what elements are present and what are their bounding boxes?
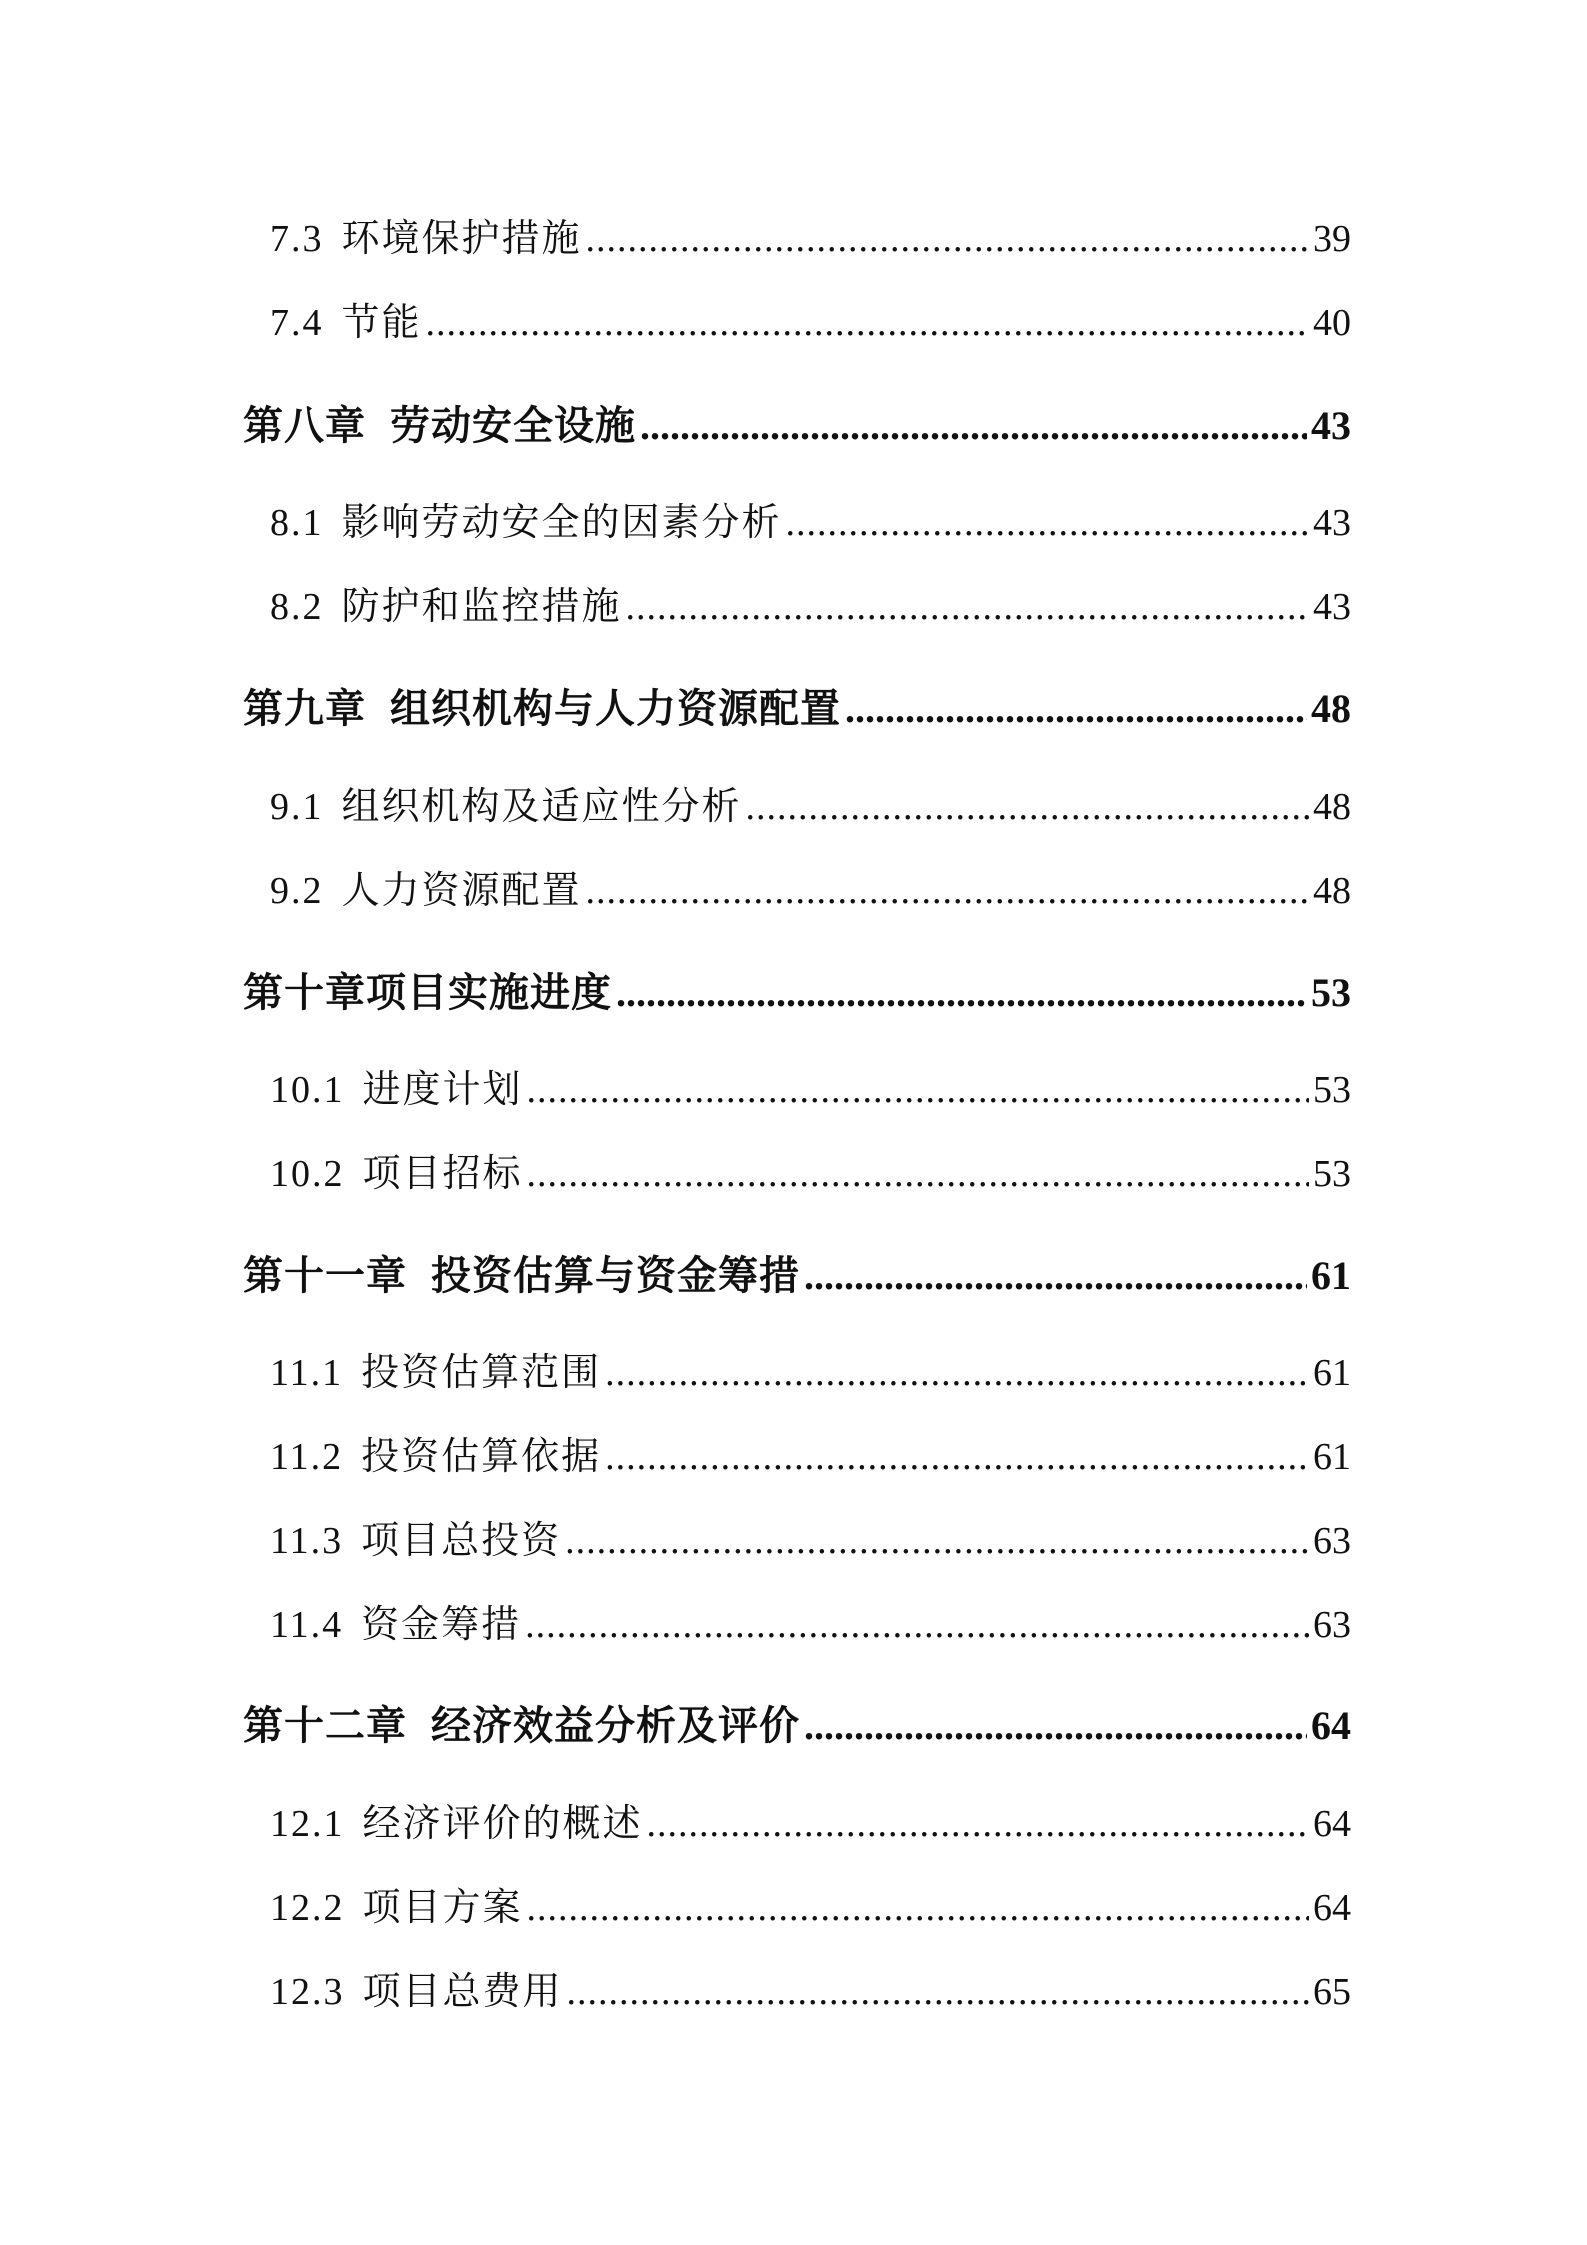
toc-chapter-9[interactable] [243, 677, 1351, 734]
dot-leader [616, 969, 1307, 1016]
toc-chapter-page: 53 [1311, 970, 1351, 1015]
toc-entry-title: 项目招标 [362, 1153, 523, 1195]
toc-entry-page: 40 [1313, 302, 1351, 344]
toc-entry-number: 12.1 [270, 1803, 345, 1845]
toc-entry-title: 项目总投资 [361, 1520, 562, 1562]
toc-entry-9-1[interactable] [270, 775, 1351, 830]
toc-entry-title: 防护和监控措施 [341, 586, 622, 628]
dot-leader [426, 301, 1309, 345]
toc-entry-page: 65 [1313, 1971, 1351, 2013]
toc-chapter-8[interactable] [243, 394, 1351, 451]
toc-entry-page: 43 [1313, 502, 1351, 544]
toc-entry-page: 61 [1313, 1352, 1351, 1394]
toc-entry-11-1[interactable] [270, 1341, 1351, 1396]
toc-chapter-title: 劳动安全设施 [390, 403, 636, 448]
toc-chapter-12[interactable] [243, 1694, 1351, 1751]
toc-entry-11-3[interactable] [270, 1509, 1351, 1564]
toc-entry-title: 环境保护措施 [341, 218, 582, 260]
toc-entry-number: 11.2 [270, 1436, 344, 1478]
toc-entry-10-2[interactable] [270, 1142, 1351, 1197]
toc-entry-page: 63 [1313, 1604, 1351, 1646]
toc-entry-12-2[interactable] [270, 1876, 1351, 1931]
toc-entry-11-4[interactable] [270, 1593, 1351, 1648]
toc-entry-title: 经济评价的概述 [362, 1803, 643, 1845]
toc-entry-number: 12.2 [270, 1887, 345, 1929]
dot-leader [804, 1702, 1307, 1749]
toc-entry-number: 11.3 [270, 1520, 344, 1562]
toc-chapter-title: 投资估算与资金筹措 [431, 1253, 800, 1298]
toc-entry-number: 11.1 [270, 1352, 344, 1394]
toc-entry-8-2[interactable] [270, 575, 1351, 630]
toc-entry-page: 53 [1313, 1069, 1351, 1111]
toc-chapter-page: 48 [1311, 686, 1351, 731]
dot-leader [605, 1435, 1309, 1479]
toc-entry-page: 43 [1313, 586, 1351, 628]
toc-entry-title: 项目总费用 [362, 1971, 563, 2013]
toc-entry-page: 48 [1313, 870, 1351, 912]
toc-entry-page: 53 [1313, 1153, 1351, 1195]
toc-entry-title: 进度计划 [362, 1069, 523, 1111]
toc-entry-title: 投资估算依据 [361, 1436, 602, 1478]
dot-leader [640, 402, 1307, 449]
toc-entry-page: 61 [1313, 1436, 1351, 1478]
toc-entry-10-1[interactable] [270, 1058, 1351, 1113]
toc-entry-title: 节能 [341, 302, 422, 344]
dot-leader [567, 1970, 1309, 2014]
toc-chapter-title: 经济效益分析及评价 [431, 1703, 800, 1748]
dot-leader [525, 1603, 1309, 1647]
dot-leader [647, 1802, 1309, 1846]
toc-entry-page: 64 [1313, 1803, 1351, 1845]
toc-chapter-number: 第八章 [243, 403, 366, 448]
toc-chapter-page: 64 [1311, 1703, 1351, 1748]
dot-leader [565, 1519, 1309, 1563]
dot-leader [605, 1351, 1309, 1395]
toc-entry-page: 64 [1313, 1887, 1351, 1929]
toc-entry-8-1[interactable] [270, 491, 1351, 546]
dot-leader [804, 1252, 1307, 1299]
toc-entry-11-2[interactable] [270, 1425, 1351, 1480]
toc-entry-number: 11.4 [270, 1604, 344, 1646]
toc-entry-title: 投资估算范围 [361, 1352, 602, 1394]
toc-entry-page: 63 [1313, 1520, 1351, 1562]
toc-entry-12-3[interactable] [270, 1960, 1351, 2015]
toc-chapter-title: 组织机构与人力资源配置 [390, 686, 841, 731]
toc-entry-number: 10.2 [270, 1153, 345, 1195]
dot-leader [845, 685, 1307, 732]
dot-leader [626, 585, 1309, 629]
toc-entry-number: 10.1 [270, 1069, 345, 1111]
toc-entry-page: 48 [1313, 786, 1351, 828]
toc-entry-number: 9.2 [270, 870, 324, 912]
toc-entry-title: 影响劳动安全的因素分析 [341, 502, 782, 544]
toc-chapter-number: 第十二章 [243, 1703, 407, 1748]
toc-chapter-page: 61 [1311, 1253, 1351, 1298]
toc-entry-title: 项目方案 [362, 1887, 523, 1929]
toc-entry-title: 人力资源配置 [341, 870, 582, 912]
dot-leader [527, 1152, 1309, 1196]
toc-chapter-number: 第十一章 [243, 1253, 407, 1298]
toc-entry-number: 9.1 [270, 786, 324, 828]
toc-entry-title: 组织机构及适应性分析 [341, 786, 742, 828]
toc-entry-number: 7.3 [270, 218, 324, 260]
toc-entry-7-3[interactable] [270, 207, 1351, 262]
toc-entry-7-4[interactable] [270, 291, 1351, 346]
toc-entry-title: 资金筹措 [361, 1604, 522, 1646]
dot-leader [586, 869, 1309, 913]
toc-chapter-11[interactable] [243, 1244, 1351, 1301]
dot-leader [746, 785, 1309, 829]
dot-leader [786, 501, 1309, 545]
toc-chapter-title: 第十章项目实施进度 [243, 970, 612, 1015]
toc-entry-number: 8.2 [270, 586, 324, 628]
dot-leader [586, 217, 1309, 261]
toc-entry-number: 12.3 [270, 1971, 345, 2013]
toc-chapter-10[interactable] [243, 961, 1351, 1018]
dot-leader [527, 1886, 1309, 1930]
toc-chapter-number: 第九章 [243, 686, 366, 731]
toc-entry-12-1[interactable] [270, 1792, 1351, 1847]
toc-entry-number: 8.1 [270, 502, 324, 544]
dot-leader [527, 1068, 1309, 1112]
toc-entry-page: 39 [1313, 218, 1351, 260]
toc-entry-number: 7.4 [270, 302, 324, 344]
toc-chapter-page: 43 [1311, 403, 1351, 448]
toc-entry-9-2[interactable] [270, 859, 1351, 914]
